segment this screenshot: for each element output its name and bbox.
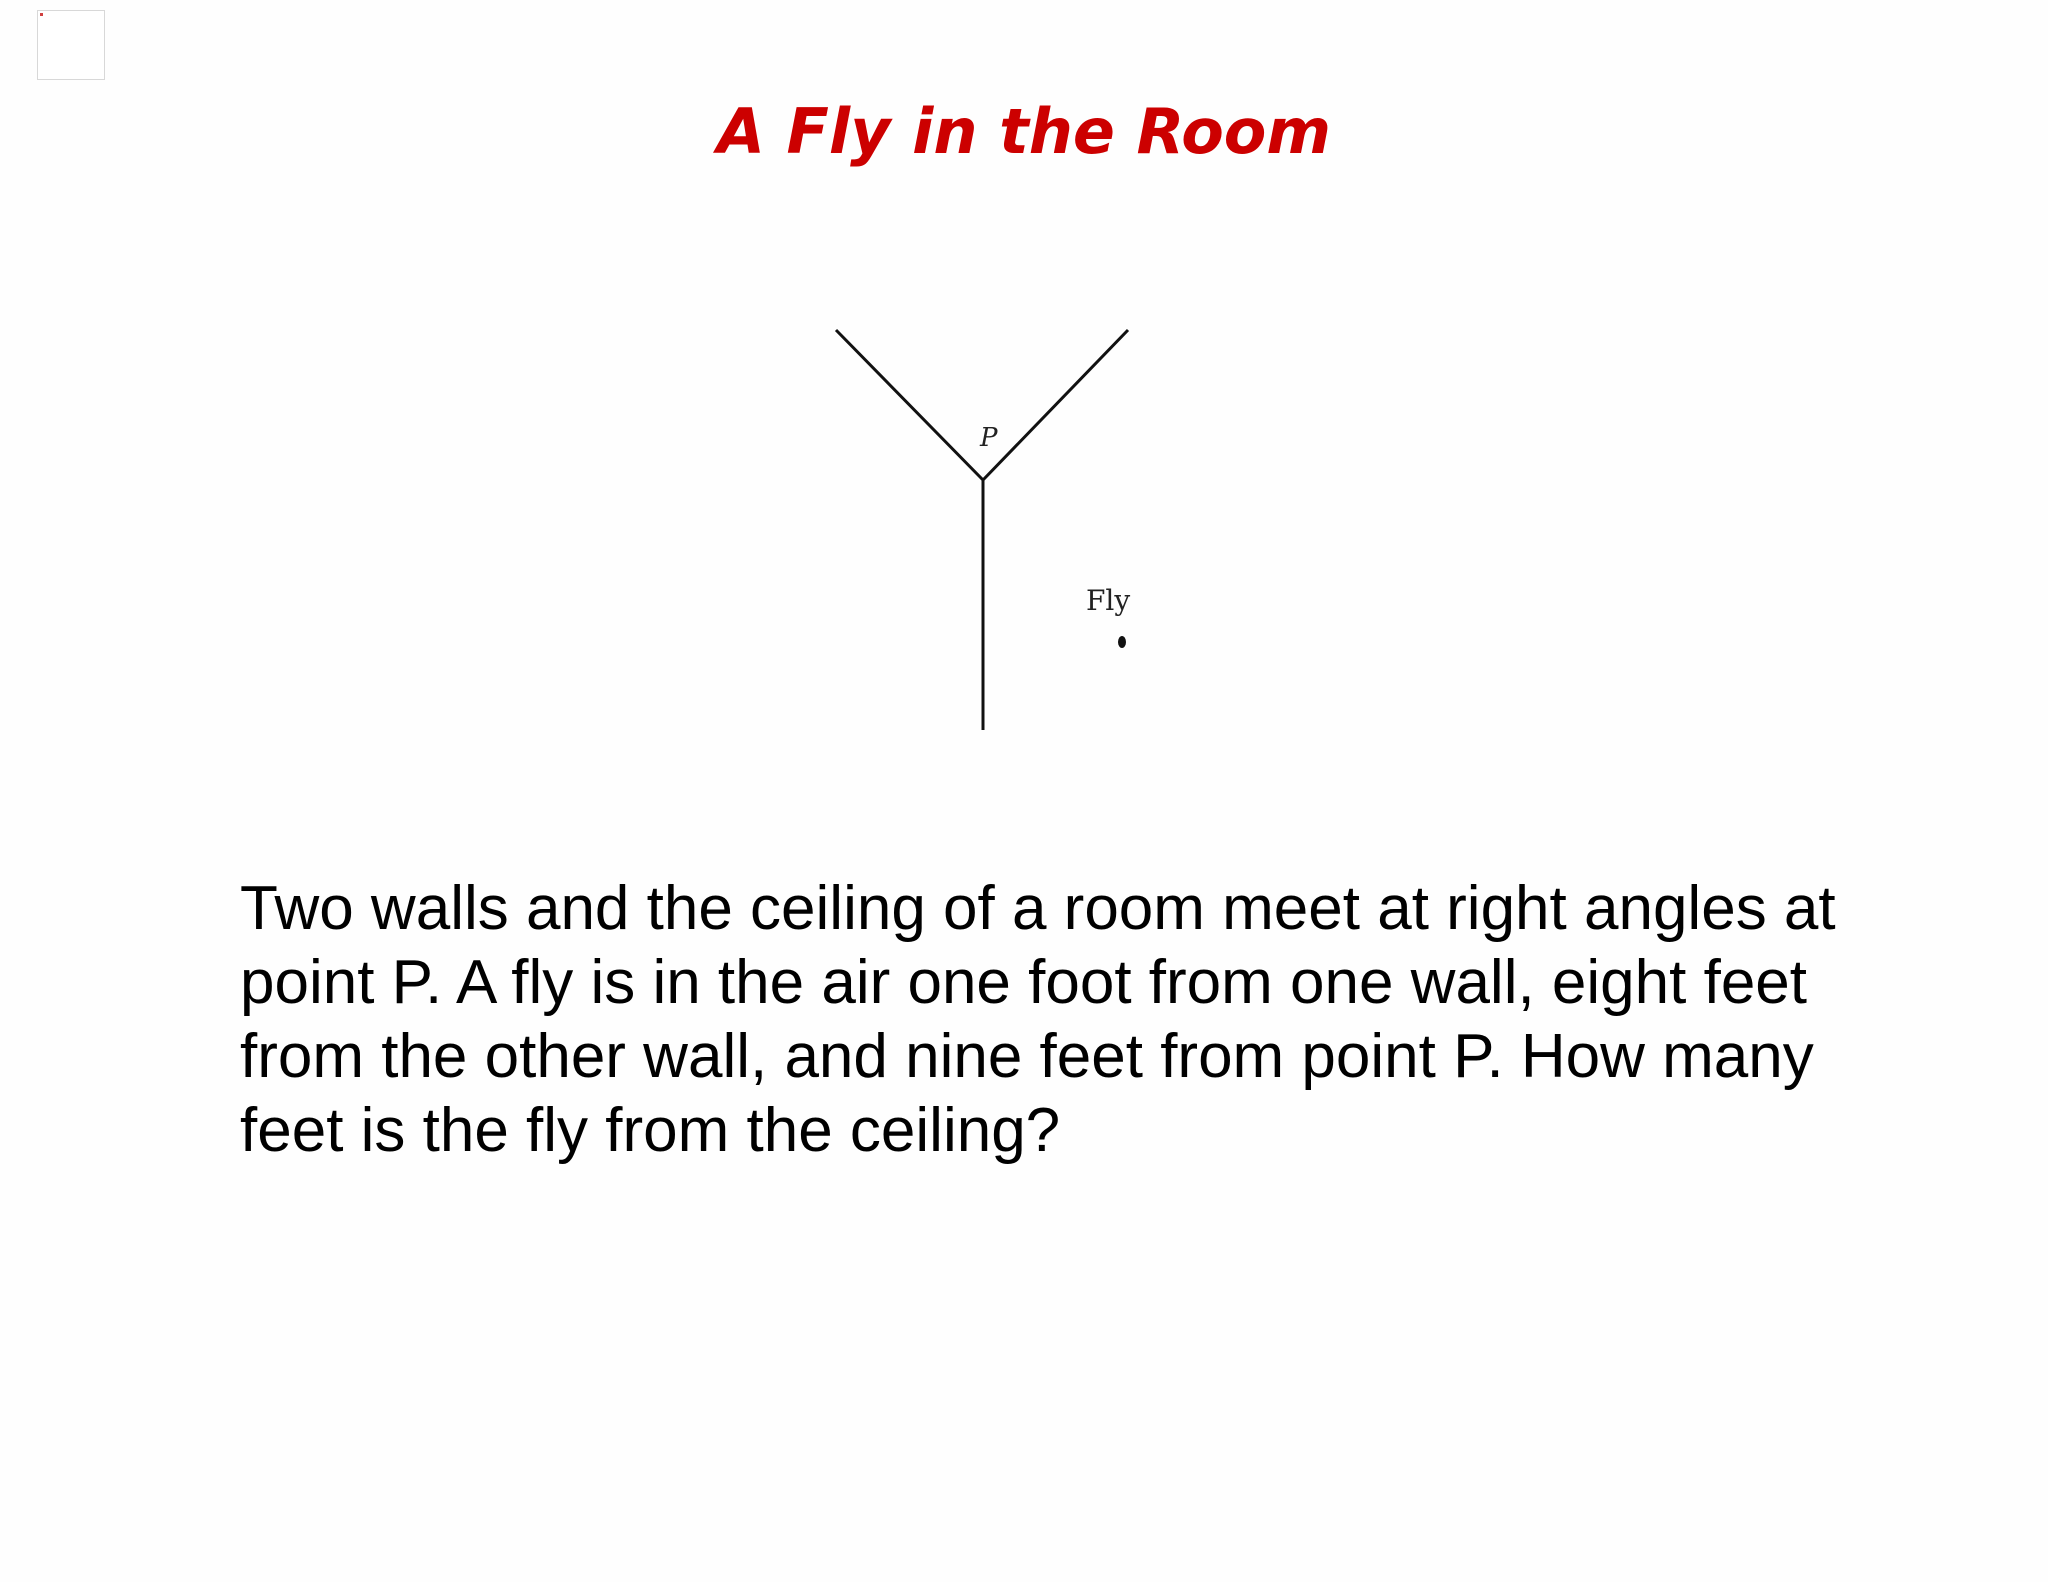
problem-statement: Two walls and the ceiling of a room meet at right angles at point P. A fly is in the air one foot from one wall, eight feet from the other wall, and nine feet from point P. How many feet is the fly from the ceiling?: [240, 874, 1836, 1165]
slide-thumbnail[interactable]: [37, 10, 105, 80]
slide-title: A Fly in the Room: [716, 95, 1331, 168]
room-corner-diagram: [820, 310, 1140, 740]
thumbnail-marker: [40, 13, 43, 16]
room-corner-svg: [820, 310, 1140, 740]
left-wall-edge: [836, 330, 983, 480]
fly-point: [1118, 636, 1126, 648]
corner-label-p: P: [980, 423, 998, 453]
right-wall-edge: [983, 330, 1128, 480]
fly-label: Fly: [1086, 584, 1131, 617]
